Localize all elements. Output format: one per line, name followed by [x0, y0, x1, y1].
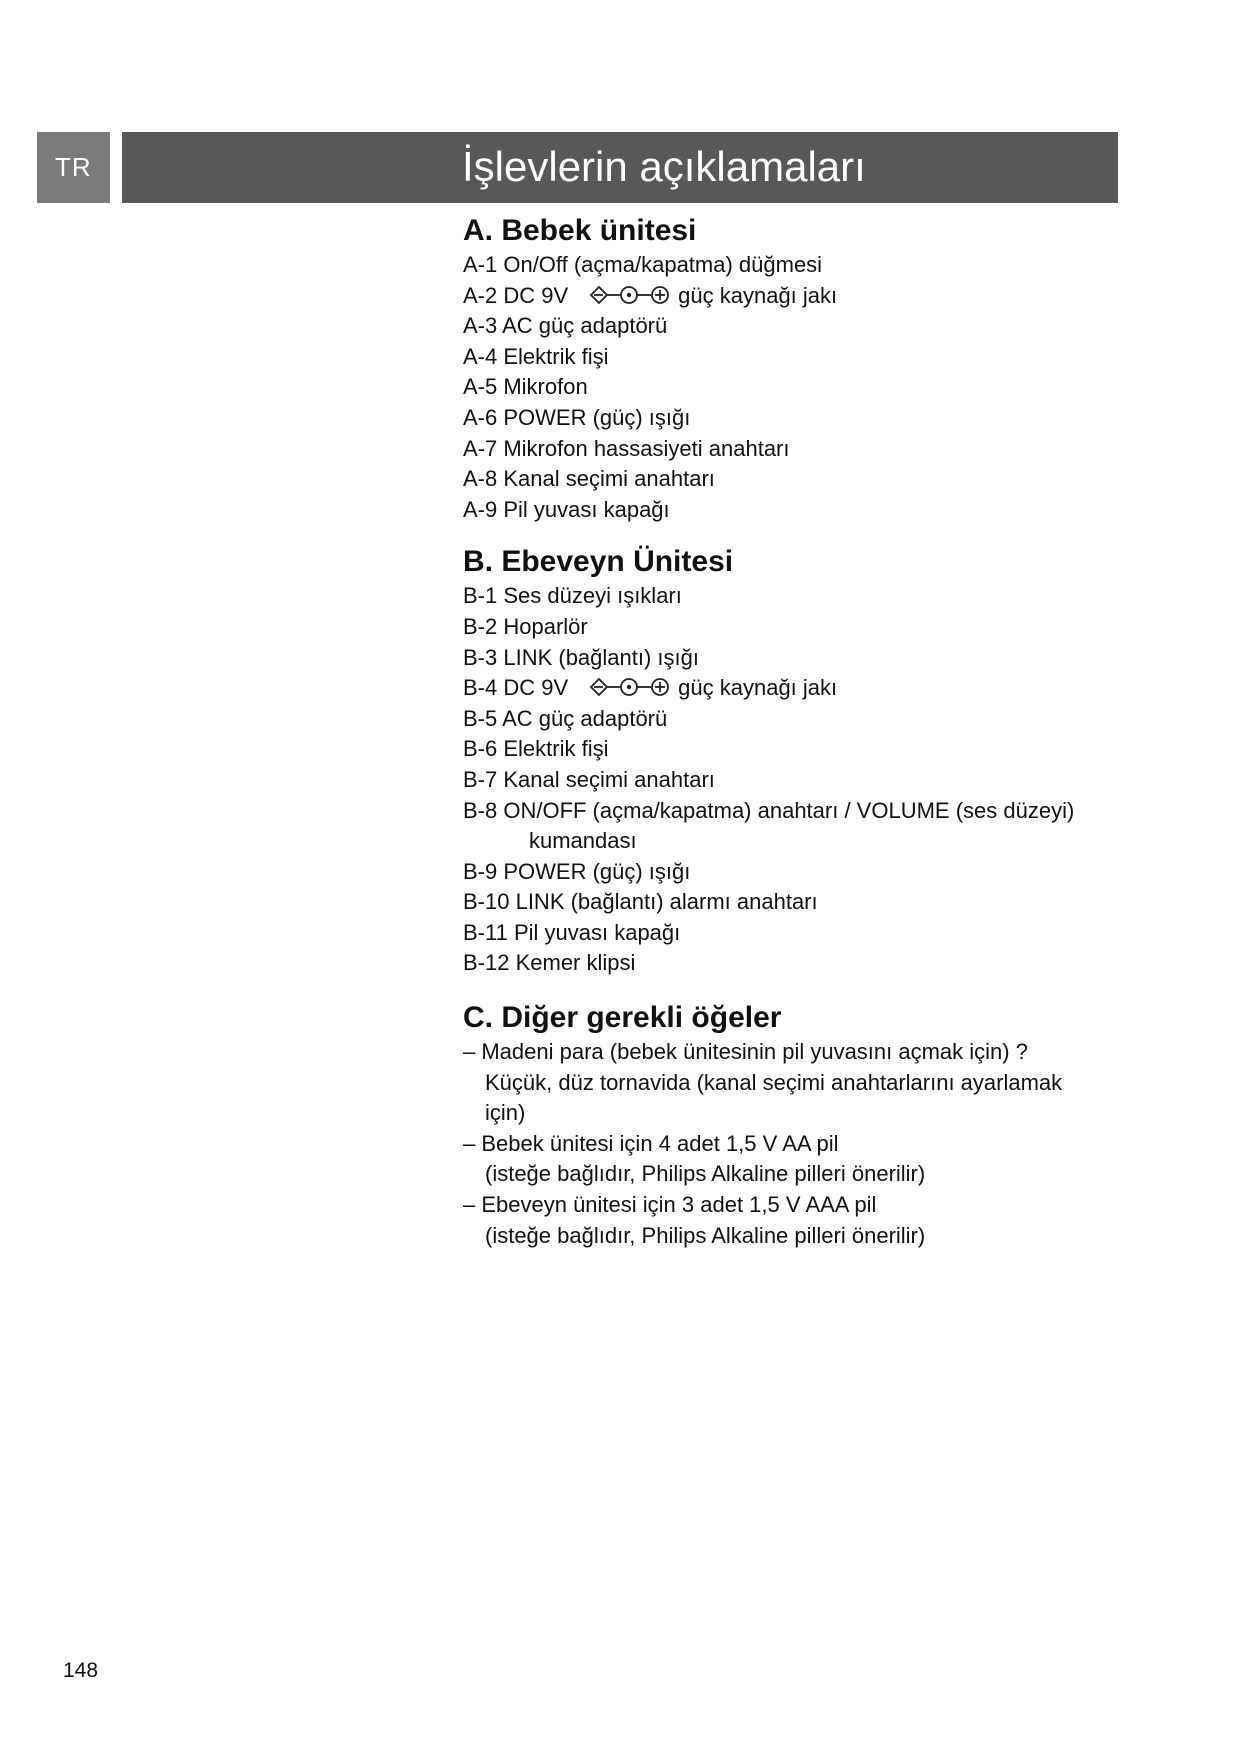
- page-number: 148: [63, 1659, 99, 1682]
- list-item: A-4 Elektrik fişi: [463, 343, 609, 369]
- list-item: A-1 On/Off (açma/kapatma) düğmesi: [463, 252, 823, 277]
- list-item: A-3 AC güç adaptörü: [463, 313, 668, 339]
- list-item: A-8 Kanal seçimi anahtarı: [463, 466, 715, 492]
- list-item-continuation: (isteğe bağlıdır, Philips Alkaline pilleri önerilir): [485, 1161, 926, 1187]
- list-item: B-10 LINK (bağlantı) alarmı anahtarı: [463, 889, 818, 915]
- list-item: B-7 Kanal seçimi anahtarı: [463, 766, 715, 792]
- list-item: B-2 Hoparlör: [463, 613, 588, 639]
- list-item: B-3 LINK (bağlantı) ışığı: [463, 644, 699, 670]
- list-item: A-9 Pil yuvası kapağı: [463, 496, 670, 522]
- baby-unit-list: [463, 250, 1123, 525]
- list-item: [463, 673, 1123, 704]
- list-item: B-11 Pil yuvası kapağı: [463, 919, 681, 945]
- list-item: B-8 ON/OFF (açma/kapatma) anahtarı / VOLUME (ses düzeyi): [463, 797, 1075, 823]
- list-item: B-12 Kemer klipsi: [463, 950, 636, 976]
- title-bar: [122, 132, 1118, 203]
- list-item: A-7 Mikrofon hassasiyeti anahtarı: [463, 435, 790, 461]
- list-item: B-9 POWER (güç) ışığı: [463, 858, 691, 884]
- list-item: A-6 POWER (güç) ışığı: [463, 404, 691, 430]
- dc-polarity-symbol-icon: [590, 675, 672, 699]
- list-item: – Bebek ünitesi için 4 adet 1,5 V AA pil: [463, 1130, 839, 1156]
- language-tab: TR: [37, 132, 110, 203]
- section-title-parent-unit: B. Ebeveyn Ünitesi: [463, 545, 734, 579]
- list-item-continuation: için): [485, 1100, 526, 1126]
- item-label: A-2 DC 9V: [463, 282, 569, 308]
- list-item: – Madeni para (bebek ünitesinin pil yuvasını açmak için) ?: [463, 1039, 1028, 1065]
- parent-unit-list: [463, 581, 1123, 979]
- dc-polarity-symbol-icon: [590, 283, 672, 307]
- item-label: B-4 DC 9V: [463, 675, 569, 701]
- section-title-other-items: C. Diğer gerekli öğeler: [463, 1001, 782, 1035]
- list-item: B-1 Ses düzeyi ışıkları: [463, 583, 682, 609]
- list-item: A-5 Mikrofon: [463, 374, 588, 400]
- main-content: [463, 212, 1123, 1251]
- list-item-continuation: Küçük, düz tornavida (kanal seçimi anahtarlarını ayarlamak: [485, 1069, 1063, 1095]
- section-title-baby-unit: A. Bebek ünitesi: [463, 214, 697, 247]
- other-items-list: [463, 1037, 1123, 1251]
- list-item: [463, 281, 1123, 312]
- list-item-continuation: kumandası: [529, 828, 637, 854]
- list-item: – Ebeveyn ünitesi için 3 adet 1,5 V AAA pil: [463, 1192, 877, 1218]
- page-title: İşlevlerin açıklamaları: [462, 143, 866, 190]
- item-suffix: güç kaynağı jakı: [678, 282, 838, 308]
- list-item: B-5 AC güç adaptörü: [463, 705, 668, 731]
- list-item: B-6 Elektrik fişi: [463, 736, 609, 762]
- item-suffix: güç kaynağı jakı: [678, 675, 838, 701]
- list-item-continuation: (isteğe bağlıdır, Philips Alkaline pilleri önerilir): [485, 1222, 926, 1248]
